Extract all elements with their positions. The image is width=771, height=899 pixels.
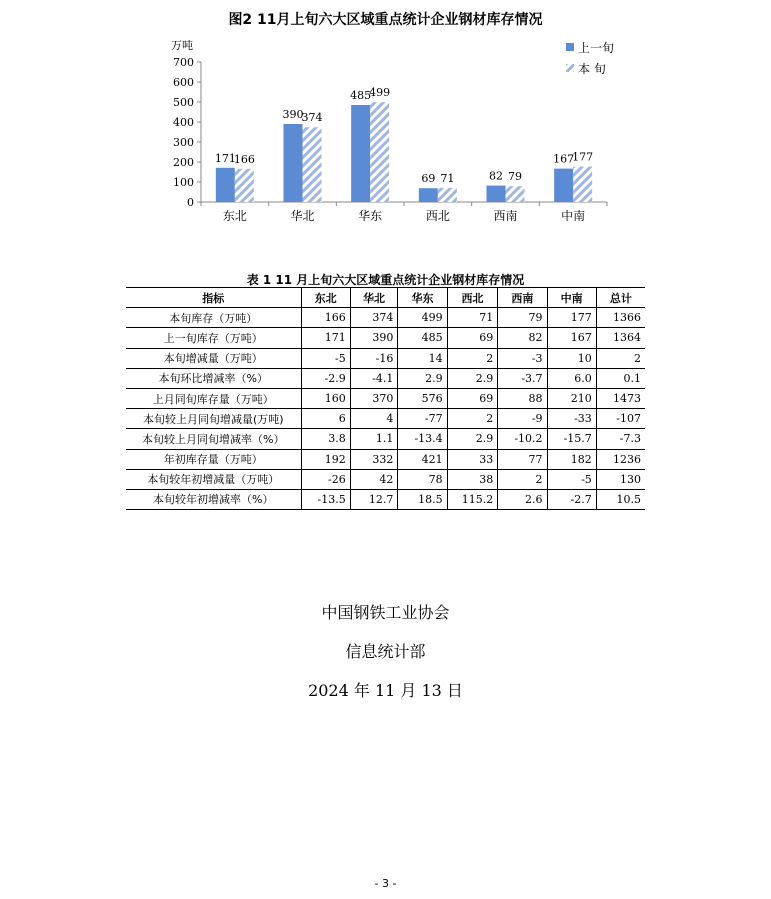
table-cell: 2.9 — [398, 368, 447, 388]
table-cell: 370 — [350, 388, 398, 408]
header-region: 华东 — [398, 288, 447, 308]
x-tick-label: 华东 — [358, 209, 383, 223]
table-cell: -2.9 — [301, 368, 350, 388]
bar — [506, 186, 525, 202]
table-cell: 33 — [447, 449, 498, 469]
y-tick-label: 400 — [173, 116, 194, 129]
legend-label: 上一旬 — [578, 41, 615, 55]
table-cell: 42 — [350, 469, 398, 489]
table-cell: 10.5 — [596, 489, 645, 509]
table-cell: 1473 — [596, 388, 645, 408]
data-label: 177 — [572, 150, 594, 164]
legend-label: 本 旬 — [578, 62, 606, 76]
table-cell: 1364 — [596, 328, 645, 348]
row-label: 本旬增减量（万吨） — [126, 348, 301, 368]
table-cell: -4.1 — [350, 368, 398, 388]
bar — [216, 168, 235, 202]
table-cell: 1236 — [596, 449, 645, 469]
table-cell: 171 — [301, 328, 350, 348]
y-tick-label: 500 — [173, 96, 194, 109]
table-row — [126, 489, 645, 509]
header-region: 中南 — [547, 288, 596, 308]
y-tick-label: 100 — [173, 176, 194, 189]
row-label: 本旬较年初增减率（%） — [126, 489, 301, 509]
table-cell: -3 — [498, 348, 547, 368]
data-label: 485 — [350, 89, 372, 102]
y-tick-label: 600 — [173, 76, 194, 89]
table-cell: 210 — [547, 388, 596, 408]
inventory-table — [126, 287, 645, 510]
table-cell: 2 — [498, 469, 547, 489]
table-cell: 182 — [547, 449, 596, 469]
table-cell: 374 — [350, 308, 398, 328]
table-cell: -15.7 — [547, 429, 596, 449]
table-cell: 1366 — [596, 308, 645, 328]
table-cell: -26 — [301, 469, 350, 489]
table-row — [126, 409, 645, 429]
x-tick-label: 东北 — [222, 209, 247, 223]
table-cell: 115.2 — [447, 489, 498, 509]
table-cell: 485 — [398, 328, 447, 348]
table-row — [126, 388, 645, 408]
table-cell: -13.5 — [301, 489, 350, 509]
page-number: - 3 - — [374, 877, 397, 890]
footer-dept: 信息统计部 — [345, 642, 426, 661]
table-title: 表 1 11 月上旬六大区域重点统计企业钢材库存情况 — [246, 273, 525, 287]
table-cell: -13.4 — [398, 429, 447, 449]
table-cell: 576 — [398, 388, 447, 408]
row-label: 上月同旬库存量（万吨） — [126, 388, 301, 408]
table-cell: 82 — [498, 328, 547, 348]
header-region: 东北 — [301, 288, 350, 308]
table-cell: 390 — [350, 328, 398, 348]
table-cell: -16 — [350, 348, 398, 368]
table-cell: 69 — [447, 388, 498, 408]
legend-swatch — [566, 64, 574, 72]
table-cell: 12.7 — [350, 489, 398, 509]
data-label: 390 — [282, 108, 304, 121]
chart-title: 图2 11月上旬六大区域重点统计企业钢材库存情况 — [228, 12, 543, 28]
table-cell: 167 — [547, 328, 596, 348]
table-cell: 10 — [547, 348, 596, 368]
table-cell: 71 — [447, 308, 498, 328]
table-cell: 38 — [447, 469, 498, 489]
x-tick-label: 中南 — [561, 209, 586, 223]
table-cell: 6 — [301, 409, 350, 429]
x-tick-label: 华北 — [290, 209, 315, 223]
table-row — [126, 348, 645, 368]
table-cell: -5 — [301, 348, 350, 368]
table-row — [126, 308, 645, 328]
table-cell: 78 — [398, 469, 447, 489]
table-cell: 1.1 — [350, 429, 398, 449]
data-label: 79 — [508, 170, 522, 184]
row-label: 本旬环比增减率（%） — [126, 368, 301, 388]
table-cell: 421 — [398, 449, 447, 469]
data-label: 171 — [214, 151, 236, 165]
table-cell: 77 — [498, 449, 547, 469]
table-row — [126, 429, 645, 449]
table-cell: 0.1 — [596, 368, 645, 388]
table-cell: 6.0 — [547, 368, 596, 388]
header-region: 总计 — [596, 288, 645, 308]
table-cell: 499 — [398, 308, 447, 328]
table-cell: -5 — [547, 469, 596, 489]
table-cell: -3.7 — [498, 368, 547, 388]
table-cell: 2.9 — [447, 368, 498, 388]
y-tick-label: 300 — [173, 136, 194, 149]
bar — [303, 127, 322, 202]
table-header-row — [126, 288, 645, 308]
y-tick-label: 700 — [173, 56, 194, 69]
y-tick-label: 200 — [173, 156, 194, 169]
row-label: 本旬较上月同旬增减率（%） — [126, 429, 301, 449]
table-cell: -9 — [498, 409, 547, 429]
data-label: 167 — [553, 152, 575, 166]
table-row — [126, 469, 645, 489]
header-indicator: 指标 — [126, 288, 301, 308]
bar — [438, 188, 457, 202]
bar — [554, 169, 573, 202]
x-tick-label: 西南 — [493, 209, 518, 223]
footer-org: 中国钢铁工业协会 — [321, 603, 450, 622]
table-cell: -7.3 — [596, 429, 645, 449]
bar — [351, 105, 370, 202]
data-label: 71 — [440, 171, 455, 185]
table-cell: 177 — [547, 308, 596, 328]
bar — [419, 188, 438, 202]
footer-date: 2024 年 11 月 13 日 — [308, 681, 463, 700]
table-cell: -10.2 — [498, 429, 547, 449]
y-tick-label: 0 — [187, 196, 194, 209]
data-label: 166 — [233, 152, 255, 166]
table-row — [126, 368, 645, 388]
table-cell: 166 — [301, 308, 350, 328]
row-label: 年初库存量（万吨） — [126, 449, 301, 469]
table-cell: 69 — [447, 328, 498, 348]
table-cell: -33 — [547, 409, 596, 429]
table-cell: 2 — [447, 409, 498, 429]
data-label: 82 — [489, 169, 503, 183]
table-row — [126, 449, 645, 469]
row-label: 上一旬库存（万吨） — [126, 328, 301, 348]
table-cell: 130 — [596, 469, 645, 489]
table-cell: -77 — [398, 409, 447, 429]
bar — [284, 124, 303, 202]
data-label: 374 — [301, 111, 323, 125]
table-cell: 2 — [596, 348, 645, 368]
table-cell: -107 — [596, 409, 645, 429]
bar — [235, 169, 254, 202]
bar-chart — [0, 0, 771, 260]
table-cell: 2.6 — [498, 489, 547, 509]
row-label: 本旬库存（万吨） — [126, 308, 301, 328]
table-cell: 3.8 — [301, 429, 350, 449]
header-region: 华北 — [350, 288, 398, 308]
x-tick-label: 西北 — [425, 209, 450, 223]
table-row — [126, 328, 645, 348]
table-cell: 2.9 — [447, 429, 498, 449]
header-region: 西北 — [447, 288, 498, 308]
bar — [487, 186, 506, 202]
table-cell: 4 — [350, 409, 398, 429]
row-label: 本旬较上月同旬增减量(万吨) — [126, 409, 301, 429]
table-cell: 160 — [301, 388, 350, 408]
table-cell: 18.5 — [398, 489, 447, 509]
table-cell: 332 — [350, 449, 398, 469]
table-cell: 88 — [498, 388, 547, 408]
y-axis-label: 万吨 — [171, 39, 193, 52]
data-label: 499 — [369, 86, 391, 100]
legend-swatch — [566, 43, 574, 51]
table-cell: 14 — [398, 348, 447, 368]
table-cell: -2.7 — [547, 489, 596, 509]
bar — [573, 167, 592, 202]
row-label: 本旬较年初增减量（万吨） — [126, 469, 301, 489]
bar — [370, 102, 389, 202]
table-cell: 2 — [447, 348, 498, 368]
header-region: 西南 — [498, 288, 547, 308]
table-cell: 79 — [498, 308, 547, 328]
table-cell: 192 — [301, 449, 350, 469]
data-label: 69 — [421, 172, 436, 186]
